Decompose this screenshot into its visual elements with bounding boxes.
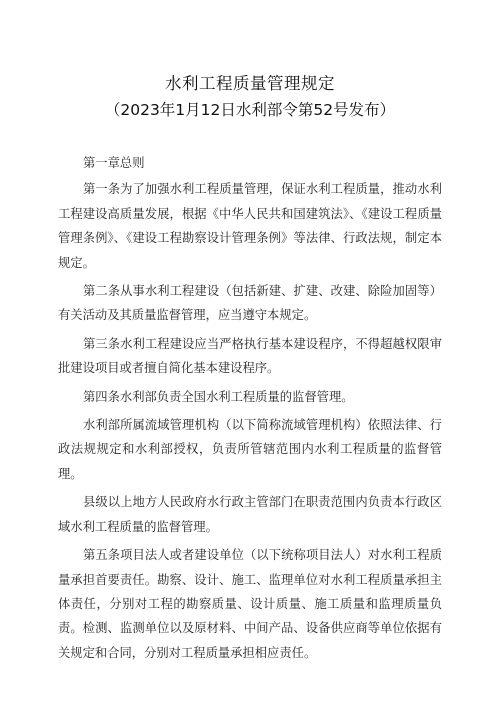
article-3-paragraph: 第三条水利工程建设应当严格执行基本建设程序，不得超越权限审批建设项目或者擅自简化基本建设程序。	[58, 336, 442, 376]
document-title: 水利工程质量管理规定	[165, 74, 335, 93]
article-4-paragraph-river-basin: 水利部所属流域管理机构（以下简称流域管理机构）依照法律、行政法规规定和水利部授权，负责所管辖范围内水利工程质量的监督管理。	[58, 418, 442, 481]
article-2-paragraph: 第二条从事水利工程建设（包括新建、扩建、改建、除险加固等）有关活动及其质量监督管理，应当遵守本规定。	[58, 284, 442, 323]
article-1-paragraph: 第一条为了加强水利工程质量管理，保证水利工程质量，推动水利工程建设高质量发展，根据《中华人民共和国建筑法》、《建设工程质量管理条例》、《建设工程勘察设计管理条例》等法律、行政法规，制定本规定。	[58, 182, 442, 270]
document-subtitle: （2023年1月12日水利部令第52号发布）	[104, 101, 396, 119]
chapter-heading: 第一章总则	[83, 156, 145, 170]
article-5-paragraph: 第五条项目法人或者建设单位（以下统称项目法人）对水利工程质量承担首要责任。勘察、设计、施工、监理单位对水利工程质量承担主体责任，分别对工程的勘察质量、设计质量、施工质量和监理质量负责。检测、监测单位以及原材料、中间产品、设备供应商等单位依据有关规定和合同，分别对工程质量承担相应责任。	[58, 548, 442, 660]
article-4-paragraph: 第四条水利部负责全国水利工程质量的监督管理。	[83, 389, 354, 404]
document-body	[58, 151, 442, 669]
article-4-paragraph-local-gov: 县级以上地方人民政府水行政主管部门在职责范围内负责本行政区域水利工程质量的监督管理。	[58, 495, 442, 534]
